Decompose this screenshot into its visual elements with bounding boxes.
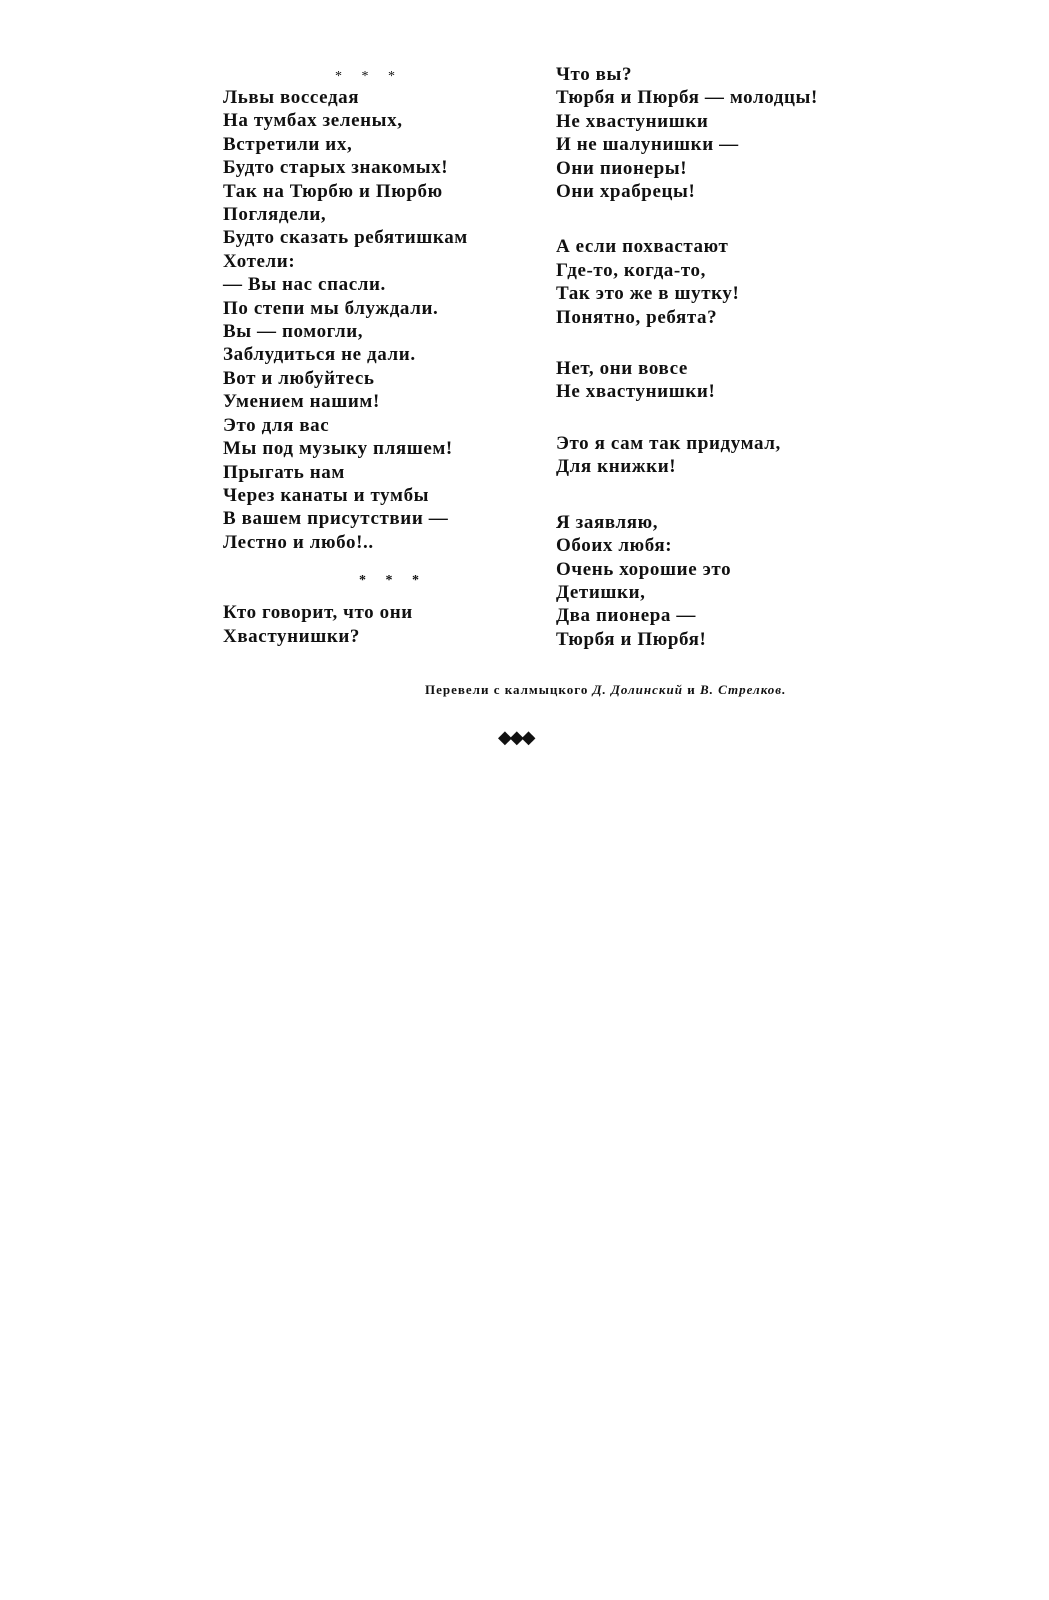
poem-line: Поглядели,	[223, 204, 327, 226]
poem-line: Понятно, ребята?	[556, 306, 718, 328]
poem-line: Это я сам так придумал,	[556, 432, 781, 454]
poem-line: Так на Тюрбю и Пюрбю	[223, 180, 443, 202]
poem-line: Это для вас	[223, 414, 330, 436]
poem-line: А если похвастают	[556, 236, 729, 258]
credit-conjunction: и	[687, 682, 696, 697]
poem-column-left	[223, 86, 523, 648]
poem-line: Тюрбя и Пюрбя — молодцы!	[556, 87, 818, 109]
poem-line: Не хвастунишки!	[556, 381, 716, 403]
poem-line: Вы — помогли,	[223, 321, 364, 343]
poem-column-right	[556, 63, 916, 651]
poem-line: Тюрбя и Пюрбя!	[556, 628, 707, 650]
poem-line: Детишки,	[556, 581, 646, 603]
stanza-right-5	[556, 511, 916, 651]
poem-line: Умением нашим!	[223, 391, 380, 413]
poem-line: На тумбах зеленых,	[223, 110, 403, 132]
poem-line: Через канаты и тумбы	[223, 484, 430, 506]
poem-line: Нет, они вовсе	[556, 358, 688, 380]
stanza-right-3	[556, 357, 916, 404]
poem-line: В вашем присутствии —	[223, 508, 449, 530]
poem-line: Лестно и любо!..	[223, 531, 374, 553]
poem-line: Для книжки!	[556, 456, 677, 478]
section-divider-stars: * * *	[335, 69, 403, 84]
stanza-right-1	[556, 63, 916, 203]
stanza-question	[223, 601, 523, 648]
poem-line: По степи мы блуждали.	[223, 297, 439, 319]
poem-line: Не хвастунишки	[556, 110, 709, 132]
stanza-gap	[556, 203, 916, 235]
credit-prefix: Перевели с калмыцкого	[425, 682, 589, 697]
poem-line: Два пионера —	[556, 605, 696, 627]
poem-line: Встретили их,	[223, 133, 353, 155]
poem-line: Хотели:	[223, 250, 296, 272]
end-ornament-icon: ◆◆◆	[498, 727, 534, 748]
poem-line: Кто говорит, что они	[223, 602, 413, 624]
section-divider-stars: * * *	[359, 573, 427, 589]
poem-line: Где-то, когда-то,	[556, 259, 706, 281]
poem-line: Они храбрецы!	[556, 181, 696, 203]
poem-line: Заблудиться не дали.	[223, 344, 416, 366]
poem-line: Прыгать нам	[223, 461, 345, 483]
credit-author-1: Д. Долинский	[592, 682, 683, 697]
poem-line: Будто сказать ребятишкам	[223, 227, 468, 249]
stanza-right-2	[556, 235, 916, 329]
poem-line: — Вы нас спасли.	[223, 274, 386, 296]
poem-line: Они пионеры!	[556, 157, 688, 179]
poem-line: Очень хорошие это	[556, 558, 732, 580]
stanza-lions	[223, 86, 523, 554]
stanza-gap	[556, 404, 916, 432]
poem-line: Я заявляю,	[556, 511, 659, 533]
poem-line: Хвастунишки?	[223, 625, 361, 647]
stanza-gap	[556, 329, 916, 357]
stanza-gap	[556, 479, 916, 511]
poem-line: Мы под музыку пляшем!	[223, 438, 453, 460]
poem-line: Обоих любя:	[556, 535, 673, 557]
poem-line: И не шалунишки —	[556, 134, 739, 156]
credit-author-2: В. Стрелков.	[699, 682, 787, 697]
poem-line: Будто старых знакомых!	[223, 157, 449, 179]
poem-line: Так это же в шутку!	[556, 283, 740, 305]
poem-line: Львы восседая	[223, 87, 360, 108]
poem-line: Вот и любуйтесь	[223, 367, 375, 389]
stanza-right-4	[556, 432, 916, 479]
translation-credit	[425, 682, 925, 698]
poem-line: Что вы?	[556, 64, 633, 85]
